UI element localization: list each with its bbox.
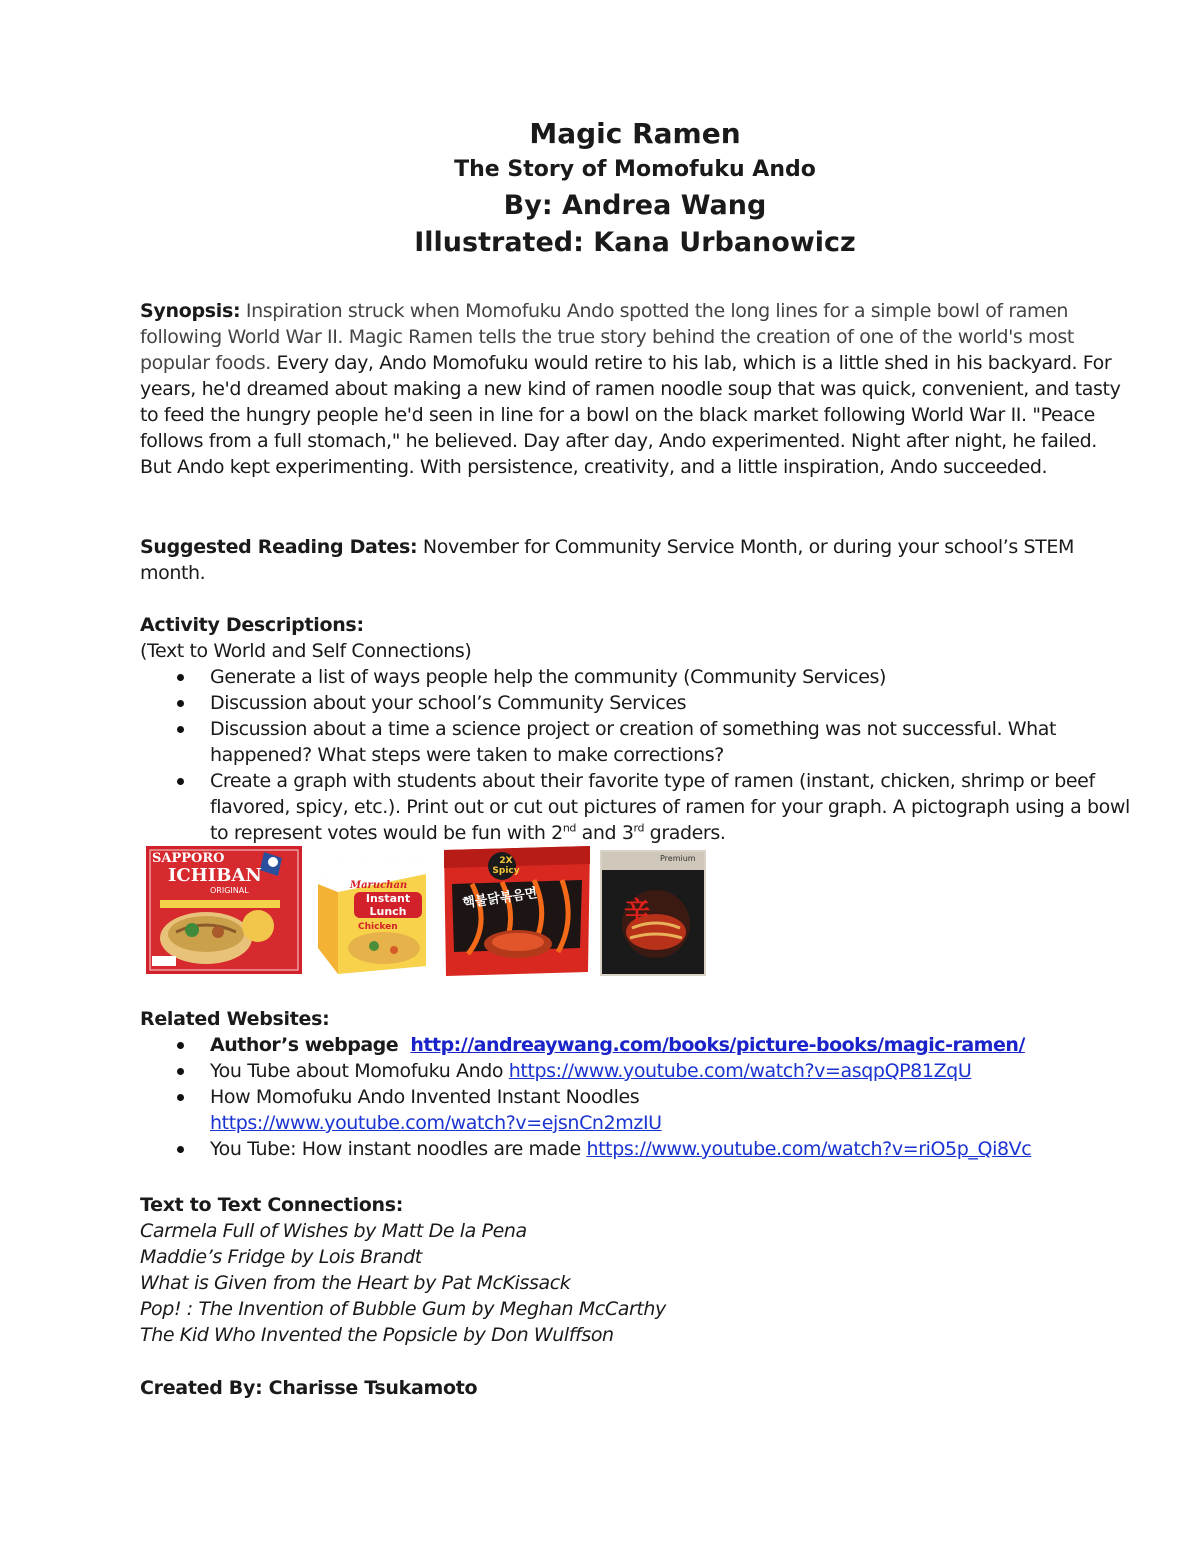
superscript-nd: nd <box>562 821 576 835</box>
websites-section <box>140 1006 1130 1162</box>
list-item <box>210 1084 1130 1136</box>
list-item: Discussion about your school’s Community Services <box>210 690 1130 716</box>
sapporo-flavor: ORIGINAL <box>210 886 249 895</box>
youtube-ando-link[interactable]: https://www.youtube.com/watch?v=asqpQP81ZqU <box>508 1060 972 1082</box>
youtube-ando-label: You Tube about Momofuku Ando <box>210 1060 504 1082</box>
sapporo-brand: SAPPORO <box>152 851 225 866</box>
synopsis-text-b: Every day, Ando Momofuku would retire to his lab, which is a little shed in his backyard. For years, he'd dreamed about making a new kind of ramen noodle soup that was quick, convenient, and tasty to feed the hungry people he'd seen in line for a bowl on the black market following World War II. "Peace follows from a full stomach," he believed. Day after day, Ando experimented. Night after night, he failed. But Ando kept experimenting. With persistence, creativity, and a little inspiration, Ando succeeded. <box>140 352 1121 478</box>
samyang-spicy-image <box>442 844 592 978</box>
reading-dates-section <box>140 534 1130 586</box>
shin-tag: Premium <box>660 854 696 863</box>
illustrator-line: Illustrated: Kana Urbanowicz <box>414 227 856 258</box>
activities-subtitle: (Text to World and Self Connections) <box>140 640 472 662</box>
shin-ramyun-image <box>600 850 706 976</box>
synopsis-label: Synopsis: <box>140 300 241 322</box>
list-item: Discussion about a time a science project or creation of something was not successful. What happened? What steps were taken to make corrections? <box>210 716 1130 768</box>
book-entry: Pop! : The Invention of Bubble Gum by Meghan McCarthy <box>140 1298 666 1320</box>
book-title: Magic Ramen <box>529 117 741 150</box>
samyang-badge: 2X Spicy <box>492 856 520 876</box>
sapporo-ichiban-image <box>146 846 302 974</box>
maruchan-brand: Maruchan <box>350 880 408 891</box>
book-entry: Carmela Full of Wishes by Matt De la Pena <box>140 1220 527 1242</box>
created-by: Created By: Charisse Tsukamoto <box>140 1377 478 1399</box>
synopsis-text-a: Inspiration struck when Momofuku Ando spotted the long lines for a simple bowl of ramen following World War II. Magic Ramen tells the true story behind the creation of one of the world's most popular foods. <box>140 300 1074 374</box>
graph-activity-mid: and 3 <box>576 822 634 844</box>
title-block <box>0 116 1200 262</box>
graph-activity-text: Create a graph with students about their favorite type of ramen (instant, chicken, shrimp or beef flavored, spicy, etc.). Print out or cut out pictures of ramen for your graph. A pictograph using a bowl to represent votes would be fun with 2 <box>210 770 1130 844</box>
book-subtitle: The Story of Momofuku Ando <box>454 157 816 182</box>
youtube-made-link[interactable]: https://www.youtube.com/watch?v=riO5p_Qi8Vc <box>586 1138 1032 1160</box>
list-item <box>210 1058 1130 1084</box>
author-line: By: Andrea Wang <box>503 190 767 221</box>
superscript-rd: rd <box>633 821 645 835</box>
book-entry: Maddie’s Fridge by Lois Brandt <box>140 1246 422 1268</box>
graph-activity-end: graders. <box>644 822 726 844</box>
connections-label: Text to Text Connections: <box>140 1194 404 1216</box>
reading-dates-text: November for Community Service Month, or during your school’s STEM month. <box>140 536 1074 584</box>
list-item <box>210 1032 1130 1058</box>
sapporo-name: ICHIBAN <box>168 865 262 886</box>
activities-section <box>140 612 1130 846</box>
author-webpage-link[interactable]: http://andreaywang.com/books/picture-books/magic-ramen/ <box>410 1034 1025 1056</box>
shin-text: 辛 <box>624 897 651 927</box>
author-webpage-label: Author’s webpage <box>210 1034 399 1056</box>
maruchan-instant-lunch-image <box>314 844 428 978</box>
reading-dates-label: Suggested Reading Dates: <box>140 536 418 558</box>
list-item: Generate a list of ways people help the community (Community Services) <box>210 664 1130 690</box>
youtube-invented-link[interactable]: https://www.youtube.com/watch?v=ejsnCn2mzIU <box>210 1112 662 1134</box>
samyang-text: 핵불닭볶음면 <box>461 885 539 912</box>
activities-list <box>140 664 1130 846</box>
youtube-made-label: You Tube: How instant noodles are made <box>210 1138 581 1160</box>
websites-list <box>140 1032 1130 1162</box>
maruchan-flavor: Chicken <box>358 922 398 932</box>
list-item <box>210 768 1130 846</box>
youtube-invented-label: How Momofuku Ando Invented Instant Noodles <box>210 1086 640 1108</box>
maruchan-name: Instant Lunch <box>354 892 422 918</box>
synopsis-section <box>140 298 1130 480</box>
list-item <box>210 1136 1130 1162</box>
connections-section <box>140 1192 1130 1348</box>
websites-label: Related Websites: <box>140 1008 330 1030</box>
activities-label: Activity Descriptions: <box>140 614 364 636</box>
book-entry: What is Given from the Heart by Pat McKissack <box>140 1272 571 1294</box>
book-entry: The Kid Who Invented the Popsicle by Don Wulffson <box>140 1324 614 1346</box>
